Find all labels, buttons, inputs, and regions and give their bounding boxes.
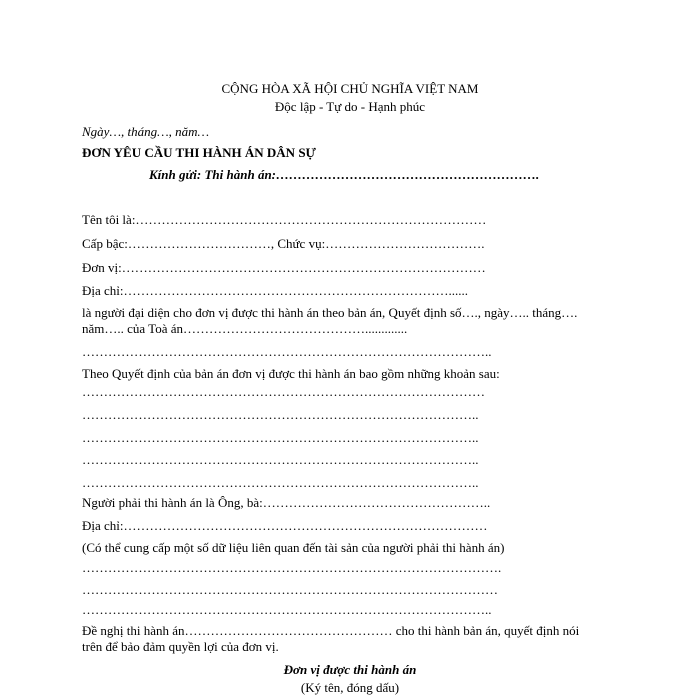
form-title: ĐƠN YÊU CẦU THI HÀNH ÁN DÂN SỰ [82, 145, 316, 160]
dotted-line: ……………………………………………………………………………….. [82, 452, 479, 467]
motto: Độc lập - Tự do - Hạnh phúc [274, 99, 426, 114]
rank-position-field: Cấp bậc:……………………………, Chức vụ:………………………………. [82, 236, 485, 251]
unit-field: Đơn vị:………………………………………………………………………… [82, 260, 486, 275]
dotted-line: ……………………………………………………………………………….. [82, 407, 479, 422]
request-line-1: Đề nghị thi hành án………………………………………… cho thi hành bản án, quyết định nói [82, 623, 580, 638]
date-line: Ngày…, tháng…, năm… [82, 124, 210, 139]
dotted-line: ………………………………………………………………………………… [82, 384, 485, 399]
dotted-line: ……………………………………………………………………………………. [82, 560, 502, 575]
address-field: Địa chỉ:…………………………………………………………………...... [82, 283, 469, 298]
request-line-2: trên để bảo đảm quyền lợi của đơn vị. [82, 639, 279, 654]
name-field: Tên tôi là:……………………………………………………………………… [82, 212, 487, 227]
items-intro: Theo Quyết định của bản án đơn vị được thi hành án bao gồm những khoản sau: [82, 366, 500, 381]
dotted-line: ………………………………………………………………………………….. [82, 344, 492, 359]
signature-note: (Ký tên, đóng dấu) [300, 680, 400, 695]
country-header: CỘNG HÒA XÃ HỘI CHỦ NGHĨA VIỆT NAM [221, 81, 479, 96]
representative-line-2: năm….. của Toà án……………………………………............. [82, 321, 408, 336]
dotted-line: ……………………………………………………………………………….. [82, 475, 479, 490]
representative-line-1: là người đại diện cho đơn vị được thi hành án theo bản án, Quyết định số…., ngày….. tháng…. [82, 305, 578, 320]
obligor-address-field: Địa chỉ:………………………………………………………………………… [82, 518, 488, 533]
recipient-line: Kính gửi: Thi hành án:……………………………………………………. [149, 167, 540, 182]
dotted-line: ……………………………………………………………………………….. [82, 430, 479, 445]
asset-note: (Có thể cung cấp một số dữ liệu liên quan đến tài sản của người phải thi hành án) [82, 540, 505, 555]
obligor-field: Người phải thi hành án là Ông, bà:…………………………………………….. [82, 495, 491, 510]
dotted-line: ………………………………………………………………………………….. [82, 602, 492, 617]
dotted-line: …………………………………………………………………………………… [82, 582, 498, 597]
signature-title: Đơn vị được thi hành án [283, 662, 417, 677]
